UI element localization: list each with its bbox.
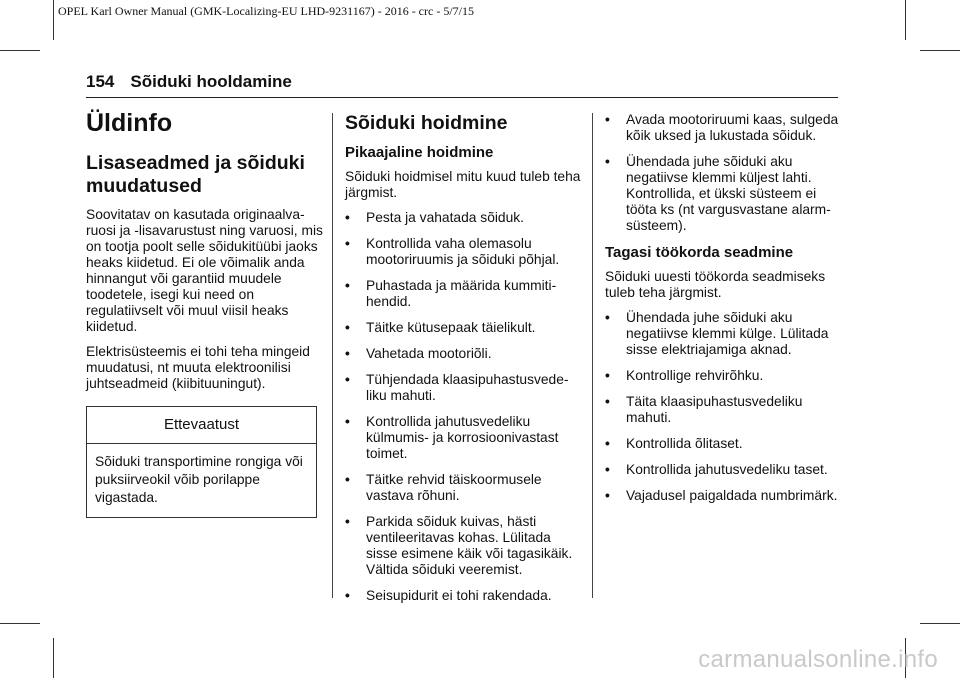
crop-mark bbox=[53, 638, 54, 678]
subsection-heading: Tagasi töökorda seadmine bbox=[605, 244, 794, 261]
page-number: 154 bbox=[86, 72, 115, 91]
list-item: • Ühendada juhe sõiduki aku negatiivse klemmi külge. Lülitada sisse elektriajamiga aknad. bbox=[605, 310, 829, 357]
crop-mark bbox=[920, 50, 960, 51]
section-heading: Üldinfo bbox=[86, 109, 173, 137]
subsection-heading: Pikaajaline hoidmine bbox=[345, 144, 494, 161]
bullet-icon: • bbox=[345, 514, 350, 529]
column-3 bbox=[605, 112, 843, 514]
list-item: • Parkida sõiduk kuivas, hästi ventileeritavas kohas. Lülitada sisse esimene käik või tagasikäik. Vältida sõiduki veeremist. bbox=[345, 514, 573, 577]
list-item: • Täita klaasipuhastusvedeliku mahuti. bbox=[605, 394, 803, 425]
list-item: • Seisupidurit ei tohi rakendada. bbox=[345, 588, 552, 603]
crop-mark bbox=[0, 50, 40, 51]
crop-mark bbox=[53, 0, 54, 40]
paragraph: Elektrisüsteemis ei tohi teha mingeid muudatusi, nt muuta elektroonilisi juhtseadmeid (kiibituuningut). bbox=[86, 344, 310, 391]
list-item: • Kontrollida jahutusvedeliku taset. bbox=[605, 462, 828, 477]
header-rule bbox=[86, 97, 838, 98]
bullet-icon: • bbox=[345, 210, 350, 225]
crop-mark bbox=[905, 0, 906, 40]
list-item: • Kontrollige rehvirõhku. bbox=[605, 368, 764, 383]
bullet-icon: • bbox=[345, 320, 350, 335]
bullet-icon: • bbox=[345, 414, 350, 429]
bullet-icon: • bbox=[605, 112, 610, 127]
crop-mark bbox=[920, 623, 960, 624]
section-heading: Sõiduki hoidmine bbox=[345, 112, 508, 134]
document-header: OPEL Karl Owner Manual (GMK-Localizing-EU LHD-9231167) - 2016 - crc - 5/7/15 bbox=[58, 4, 474, 18]
bullet-icon: • bbox=[345, 372, 350, 387]
list-item: • Täitke rehvid täiskoormusele vastava rõhuni. bbox=[345, 472, 542, 503]
list-item: • Kontrollida õlitaset. bbox=[605, 436, 743, 451]
page-heading bbox=[86, 72, 292, 92]
column-2 bbox=[345, 112, 583, 614]
watermark: carmanualsonline.info bbox=[698, 646, 938, 673]
bullet-icon: • bbox=[605, 436, 610, 451]
list-item: • Vahetada mootoriõli. bbox=[345, 346, 492, 361]
column-1 bbox=[86, 108, 324, 518]
bullet-list bbox=[605, 112, 843, 234]
list-item: • Täitke kütusepaak täielikult. bbox=[345, 320, 536, 335]
bullet-icon: • bbox=[345, 588, 350, 603]
paragraph: Soovitatav on kasutada originaalvaruosi ja -lisavarustust ning varuosi, mis on tootja poolt selle sõidukitüübi jaoks heaks kiidetud. Ei ole võimalik anda hinnangut või garantiid muudele toodetele, isegi kui need on regulatiivselt või muul viisil heaks kiidetud. bbox=[86, 207, 323, 334]
column-divider bbox=[592, 113, 593, 598]
bullet-icon: • bbox=[345, 346, 350, 361]
list-item: • Ühendada juhe sõiduki aku negatiivse klemmi küljest lahti. Kontrollida, et ükski süsteem ei tööta ks (nt vargusvastane alarmsüsteem). bbox=[605, 154, 831, 233]
list-item: • Vajadusel paigaldada numbrimärk. bbox=[605, 488, 838, 503]
column-divider bbox=[332, 113, 333, 598]
crop-mark bbox=[0, 623, 40, 624]
bullet-icon: • bbox=[345, 236, 350, 251]
bullet-icon: • bbox=[605, 488, 610, 503]
bullet-icon: • bbox=[605, 462, 610, 477]
bullet-list bbox=[605, 310, 843, 504]
caution-title: Ettevaatust bbox=[87, 407, 316, 444]
bullet-icon: • bbox=[605, 154, 610, 169]
paragraph: Sõiduki hoidmisel mitu kuud tuleb teha järgmist. bbox=[345, 169, 581, 200]
list-item: • Pesta ja vahatada sõiduk. bbox=[345, 210, 525, 225]
subsection-heading: Lisaseadmed ja sõiduki muudatused bbox=[86, 152, 305, 197]
caution-box bbox=[86, 406, 317, 518]
paragraph: Sõiduki uuesti töökorda seadmiseks tuleb teha järgmist. bbox=[605, 269, 826, 300]
caution-text: Sõiduki transportimine rongiga või puksiirveokil võib porilappe vigastada. bbox=[95, 454, 303, 505]
list-item: • Kontrollida vaha olemasolu mootoriruumis ja sõiduki põhjal. bbox=[345, 236, 560, 267]
list-item: • Avada mootoriruumi kaas, sulgeda kõik uksed ja lukustada sõiduk. bbox=[605, 112, 839, 143]
bullet-icon: • bbox=[605, 368, 610, 383]
bullet-list bbox=[345, 210, 583, 604]
page-title: Sõiduki hooldamine bbox=[130, 72, 292, 91]
bullet-icon: • bbox=[605, 394, 610, 409]
bullet-icon: • bbox=[345, 278, 350, 293]
list-item: • Kontrollida jahutusvedeliku külmumis- ja korrosioonivastast toimet. bbox=[345, 414, 559, 461]
list-item: • Puhastada ja määrida kummitihendid. bbox=[345, 278, 557, 309]
bullet-icon: • bbox=[605, 310, 610, 325]
bullet-icon: • bbox=[345, 472, 350, 487]
list-item: • Tühjendada klaasipuhastusvedeliku mahuti. bbox=[345, 372, 569, 403]
